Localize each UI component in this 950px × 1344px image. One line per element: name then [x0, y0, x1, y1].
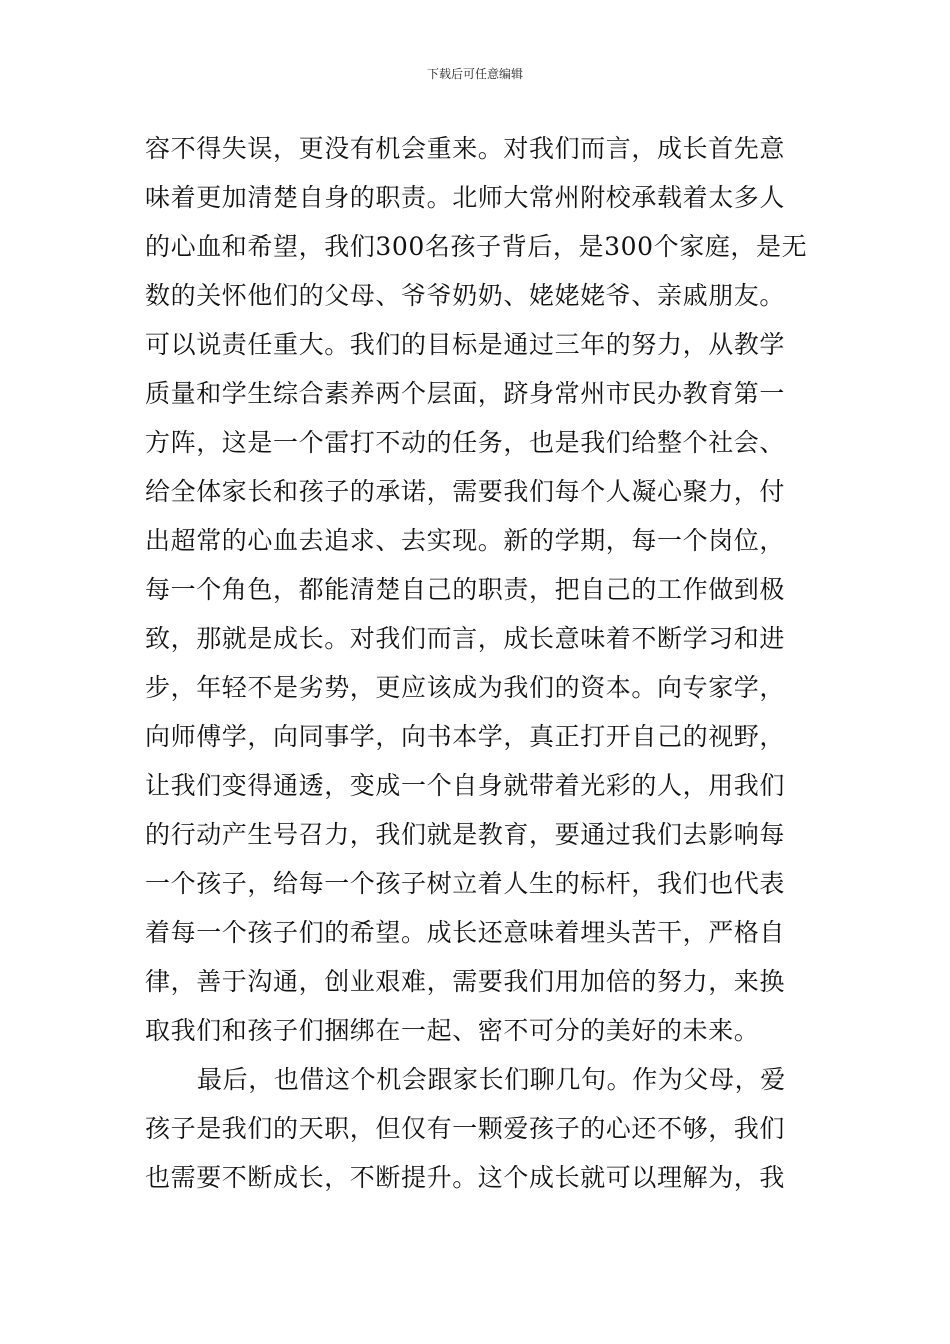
text-line: 着每一个孩子们的希望。成长还意味着埋头苦干，严格自	[145, 918, 786, 947]
text-line: 出超常的心血去追求、去实现。新的学期，每一个岗位，	[145, 526, 786, 555]
text-line: 律，善于沟通，创业艰难，需要我们用加倍的努力，来换	[145, 967, 786, 996]
page-header: 下载后可任意编辑	[426, 67, 523, 81]
text-line: 给全体家长和孩子的承诺，需要我们每个人凝心聚力，付	[145, 477, 786, 506]
text-line: 向师傅学，向同事学，向书本学，真正打开自己的视野，	[145, 722, 786, 751]
text-line: 孩子是我们的天职，但仅有一颗爱孩子的心还不够，我们	[145, 1114, 786, 1143]
text-line: 致，那就是成长。对我们而言，成长意味着不断学习和进	[145, 624, 786, 653]
text-line: 每一个角色，都能清楚自己的职责，把自己的工作做到极	[145, 575, 786, 604]
text-line: 步，年轻不是劣势，更应该成为我们的资本。向专家学，	[145, 673, 786, 702]
text-line: 数的关怀他们的父母、爷爷奶奶、姥姥姥爷、亲戚朋友。	[145, 281, 786, 310]
text-line: 让我们变得通透，变成一个自身就带着光彩的人，用我们	[145, 771, 786, 800]
text-line: 可以说责任重大。我们的目标是通过三年的努力，从教学	[145, 330, 786, 359]
text-line: 一个孩子，给每一个孩子树立着人生的标杆，我们也代表	[145, 869, 786, 898]
text-line: 味着更加清楚自身的职责。北师大常州附校承载着太多人	[145, 183, 786, 212]
text-line: 的心血和希望，我们300名孩子背后，是300个家庭，是无	[145, 232, 808, 261]
text-line: 方阵，这是一个雷打不动的任务，也是我们给整个社会、	[145, 428, 786, 457]
document-body	[145, 124, 810, 1202]
text-line: 取我们和孩子们捆绑在一起、密不可分的美好的未来。	[145, 1016, 760, 1045]
text-line: 容不得失误，更没有机会重来。对我们而言，成长首先意	[145, 134, 786, 163]
text-line: 也需要不断成长，不断提升。这个成长就可以理解为，我	[145, 1163, 786, 1192]
text-line: 质量和学生综合素养两个层面，跻身常州市民办教育第一	[145, 379, 786, 408]
paragraph-start-line: 最后，也借这个机会跟家长们聊几句。作为父母，爱	[197, 1065, 786, 1094]
text-line: 的行动产生号召力，我们就是教育，要通过我们去影响每	[145, 820, 786, 849]
